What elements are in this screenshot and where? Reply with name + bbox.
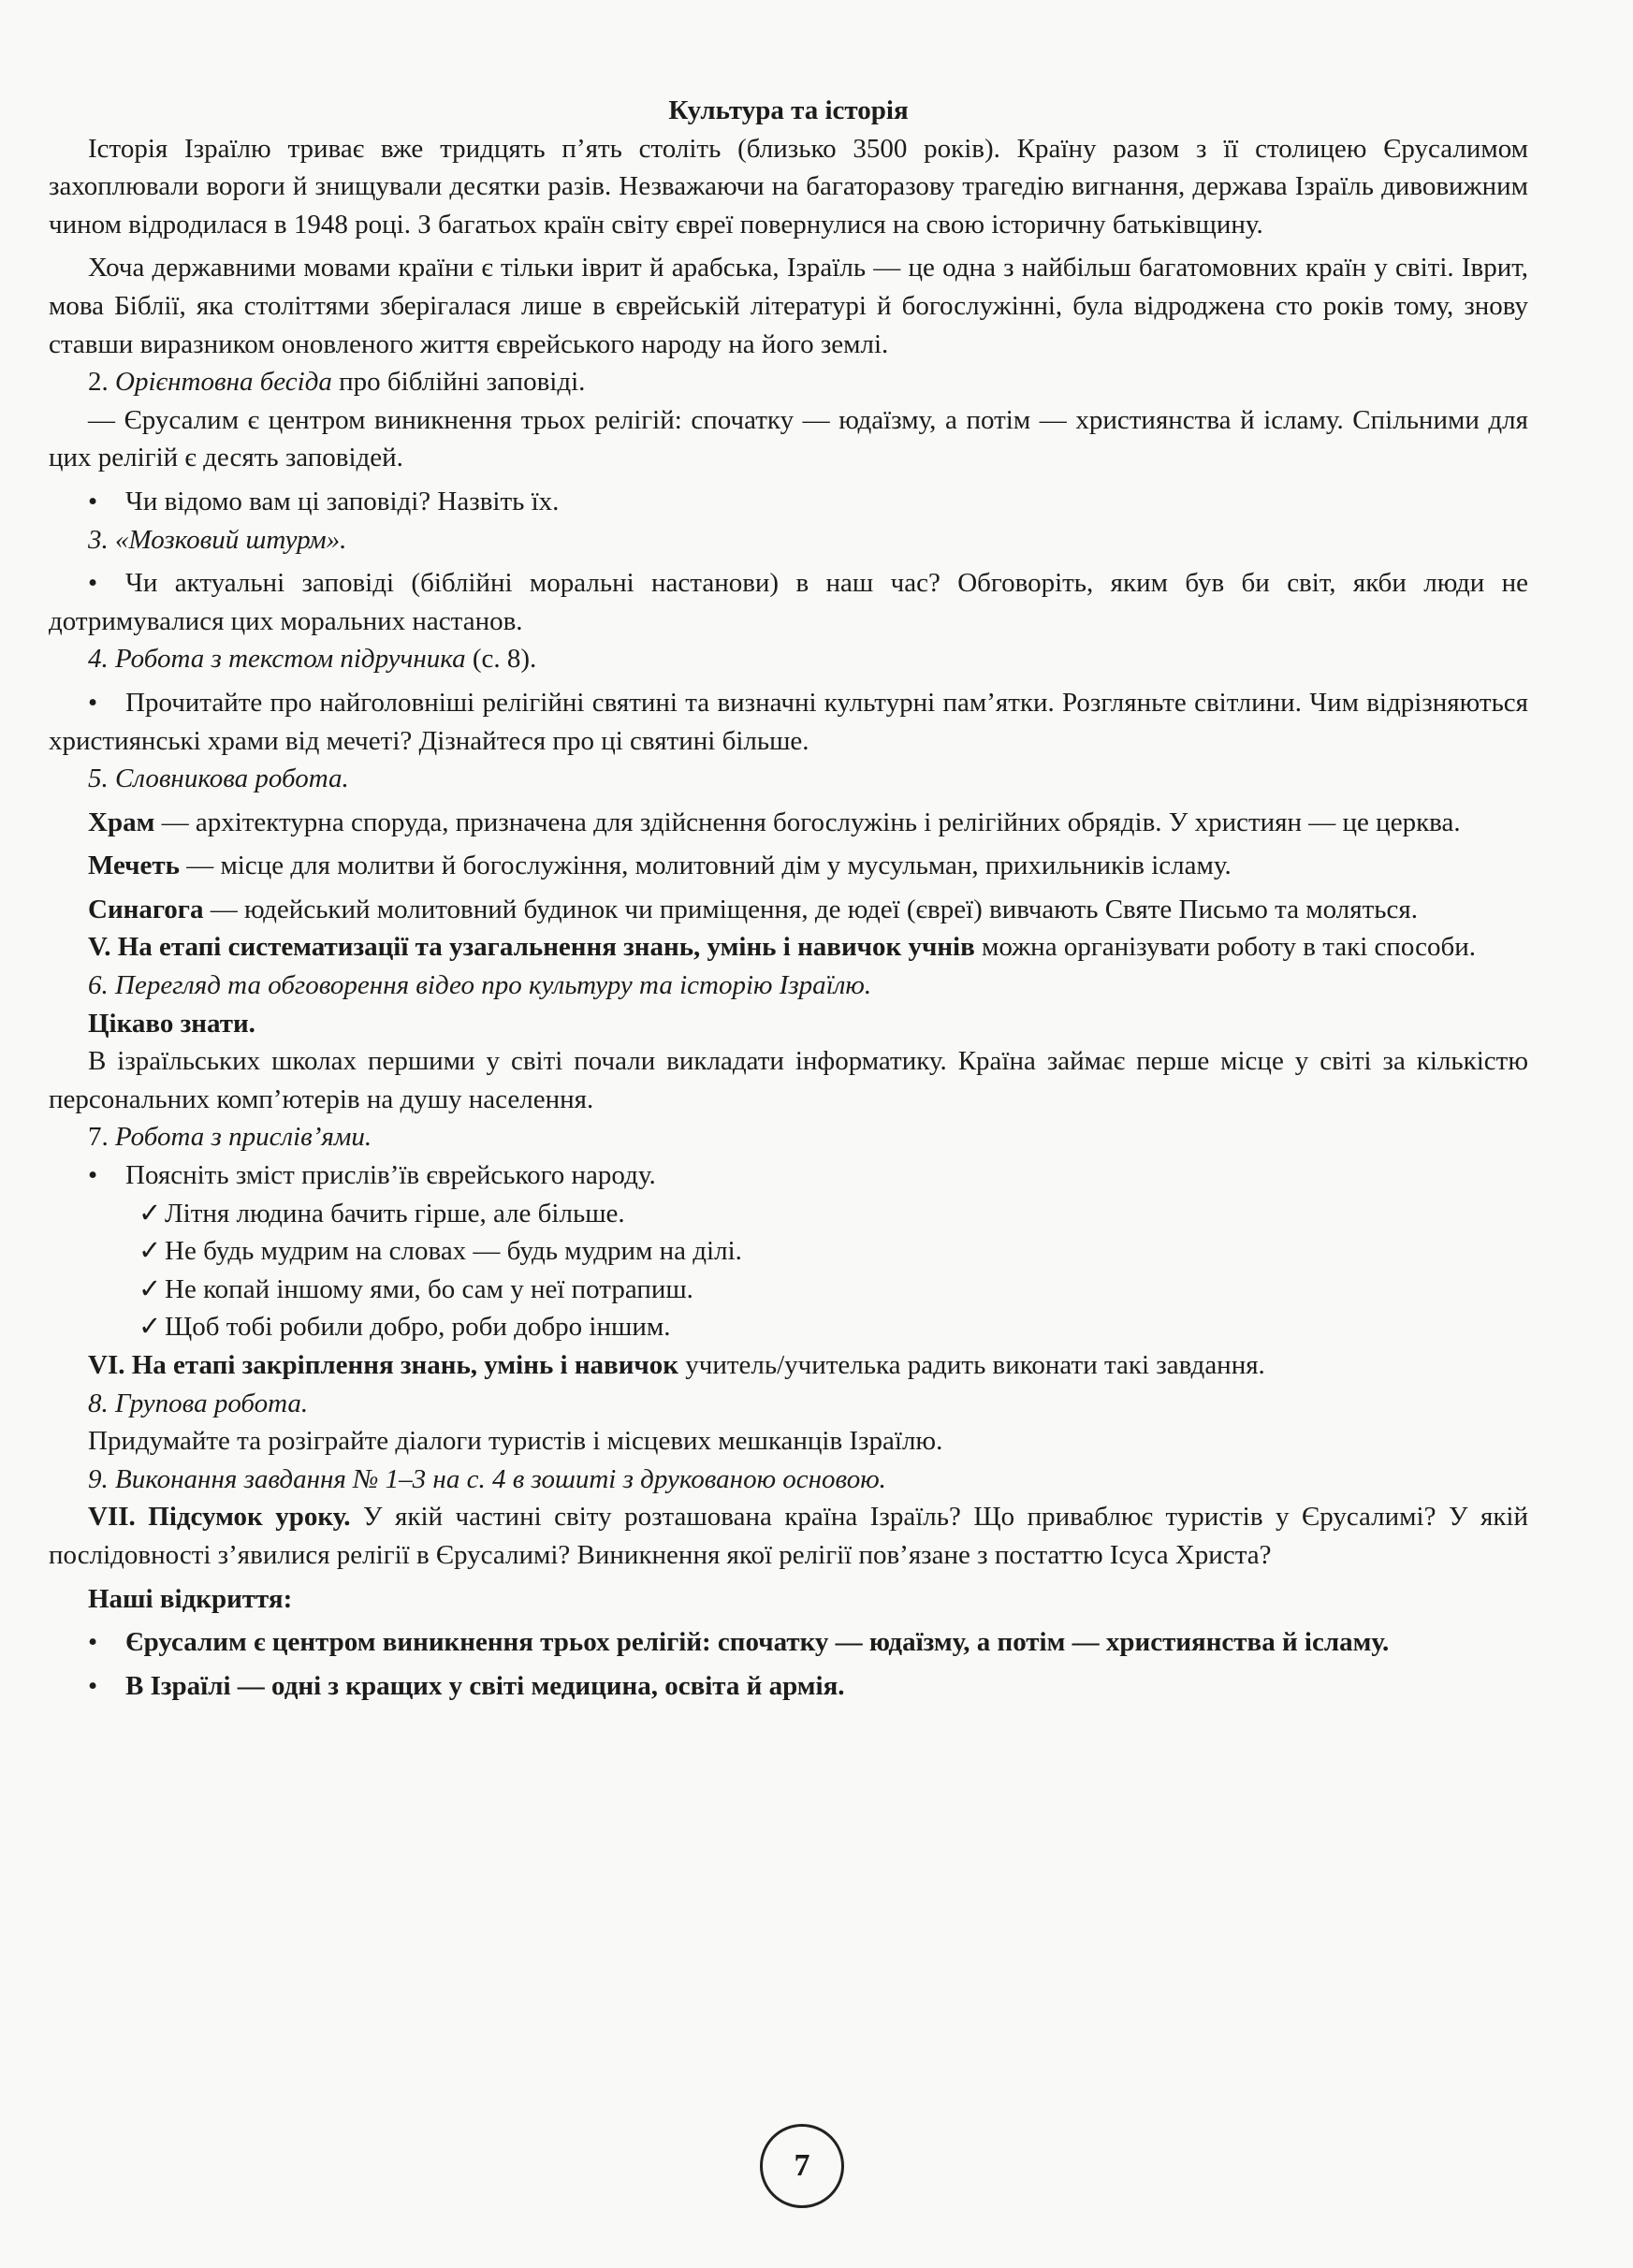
stage-7-paragraph [49,1498,1528,1574]
paragraph-history: Історія Ізраїлю триває вже тридцять п’ять століть (близько 3500 років). Країну разом з її столицею Єрусалимом захоплювали вороги й знищували десятки разів. Незважаючи на багаторазову трагедію вигнання, держава Ізраїль дивовижним чином відродилася в 1948 році. З багатьох країн світу євреї повернулися на свою історичну батьківщину. [49,133,1528,240]
task-4-page-ref: (с. 8). [465,644,537,675]
stage-7-text: У якій частині світу розташована країна Ізраїль? Що приваблює туристів у Єрусалимі? У якій послідовності з’явилися релігії в Єрусалимі? Виникнення якої релігії пов’язане з постаттю Ісуса Христа? [49,1502,1528,1570]
task-5-title: 5. Словникова робота. [88,763,349,794]
definition-text: — архітектурна споруда, призначена для здійснення богослужінь і релігійних обрядів. У християн — це церква. [154,807,1461,837]
findings-heading [49,1580,1528,1619]
page-number: 7 [760,2124,844,2208]
stage-5-paragraph [49,928,1528,967]
proverb-text: Літня людина бачить гірше, але більше. [165,1198,625,1228]
definition-text: — місце для молитви й богослужіння, молитовний дім у мусульман, прихильників ісламу. [179,850,1232,881]
task-2-subject: про біблійні заповіді. [331,367,586,398]
task-2-text: — Єрусалим є центром виникнення трьох релігій: спочатку — юдаїзму, а потім — християнства й ісламу. Спільними для цих релігій є десять заповідей. [49,404,1528,473]
task-8-title: 8. Групова робота. [88,1388,309,1418]
checkmark-icon: ✓ [139,1273,162,1304]
finding-item [49,1667,1528,1706]
task-3-heading [49,521,1528,560]
stage-5-heading: V. На етапі систематизації та узагальнення знань, умінь і навичок учнів [88,932,975,963]
task-7-bullet [49,1156,1528,1195]
stage-7-heading: VII. Підсумок уроку. [88,1502,351,1533]
task-9-title: 9. Виконання завдання № 1–3 на с. 4 в зошиті з друкованою основою. [88,1463,886,1494]
stage-6-paragraph [49,1346,1528,1385]
proverb-item [49,1195,1528,1233]
definition-temple [49,804,1528,842]
proverb-text: Не будь мудрим на словах — будь мудрим на ділі. [165,1236,742,1267]
definition-term: Храм [88,807,155,837]
task-7-title: Робота з прислів’ями. [115,1122,372,1153]
finding-text: Єрусалим є центром виникнення трьох релігій: спочатку — юдаїзму, а потім — християнства й ісламу. [125,1627,1390,1658]
task-7-question: Поясніть зміст прислів’їв єврейського народу. [125,1160,656,1191]
task-3-bullet [49,564,1528,640]
task-3-title: 3. «Мозковий штурм». [88,524,347,555]
bullet-icon: • [88,486,98,516]
task-2-question: Чи відомо вам ці заповіді? Назвіть їх. [125,486,560,516]
bullet-icon: • [88,1627,98,1658]
task-2-title: Орієнтовна бесіда [115,367,332,398]
task-2-heading [49,363,1528,401]
fact-text: В ізраїльських школах першими у світі почали викладати інформатику. Країна займає перше місце у світі за кількістю персональних комп’ютерів на душу населення. [49,1046,1528,1114]
bullet-icon: • [88,1670,98,1701]
proverb-item [49,1232,1528,1271]
task-3-question: Чи актуальні заповіді (біблійні моральні настанови) в наш час? Обговоріть, яким був би світ, якби люди не дотримувалися цих моральних настанов. [49,568,1528,636]
task-7-number: 7. [88,1122,115,1153]
definition-term: Синагога [88,894,204,924]
checkmark-icon: ✓ [139,1198,162,1228]
proverb-text: Не копай іншому ями, бо сам у неї потрапиш. [165,1273,693,1304]
findings-title: Наші відкриття: [88,1583,293,1614]
task-6-title: 6. Перегляд та обговорення відео про культуру та історію Ізраїлю. [88,970,872,1001]
task-2-bullet [49,483,1528,521]
checkmark-icon: ✓ [139,1236,162,1267]
proverb-text: Щоб тобі робили добро, роби добро іншим. [165,1312,671,1343]
definition-synagogue [49,891,1528,929]
stage-6-heading: VI. На етапі закріплення знань, умінь і навичок [88,1350,678,1380]
proverb-item [49,1271,1528,1309]
task-8-text: Придумайте та розіграйте діалоги туристів і місцевих мешканців Ізраїлю. [88,1426,943,1457]
fact-title: Цікаво знати. [88,1008,255,1039]
task-4-question: Прочитайте про найголовніші релігійні святині та визначні культурні пам’ятки. Розгляньте світлини. Чим відрізняються християнські храми від мечеті? Дізнайтеся про ці святині більше. [49,687,1528,756]
definition-mosque [49,847,1528,885]
stage-6-text: учитель/учителька радить виконати такі завдання. [678,1350,1265,1380]
bullet-icon: • [88,1160,98,1191]
bullet-icon: • [88,687,98,718]
fact-heading [49,1005,1528,1043]
task-6-heading [49,967,1528,1005]
definition-term: Мечеть [88,850,180,881]
task-4-title: 4. Робота з текстом підручника [88,644,466,675]
task-4-heading [49,640,1528,678]
task-2-number: 2. [88,367,115,398]
finding-text: В Ізраїлі — одні з кращих у світі медицина, освіта й армія. [125,1670,845,1701]
stage-5-text: можна організувати роботу в такі способи. [974,932,1477,963]
definition-text: — юдейський молитовний будинок чи приміщення, де юдеї (євреї) вивчають Святе Письмо та моляться. [203,894,1418,924]
finding-item [49,1623,1528,1662]
checkmark-icon: ✓ [139,1312,162,1343]
section-title: Культура та історія [668,95,909,125]
task-5-heading [49,760,1528,798]
task-7-heading [49,1118,1528,1156]
proverb-item [49,1308,1528,1346]
task-8-heading [49,1385,1528,1423]
bullet-icon: • [88,568,98,599]
task-9-heading [49,1461,1528,1499]
paragraph-languages: Хоча державними мовами країни є тільки іврит й арабська, Ізраїль — це одна з найбільш багатомовних країн у світі. Іврит, мова Біблії, яка століттями зберігалася лише в єврейській літературі й богослужінні, була відроджена сто років тому, знову ставши виразником оновленого життя єврейського народу на його землі. [49,253,1528,359]
task-4-bullet [49,684,1528,760]
